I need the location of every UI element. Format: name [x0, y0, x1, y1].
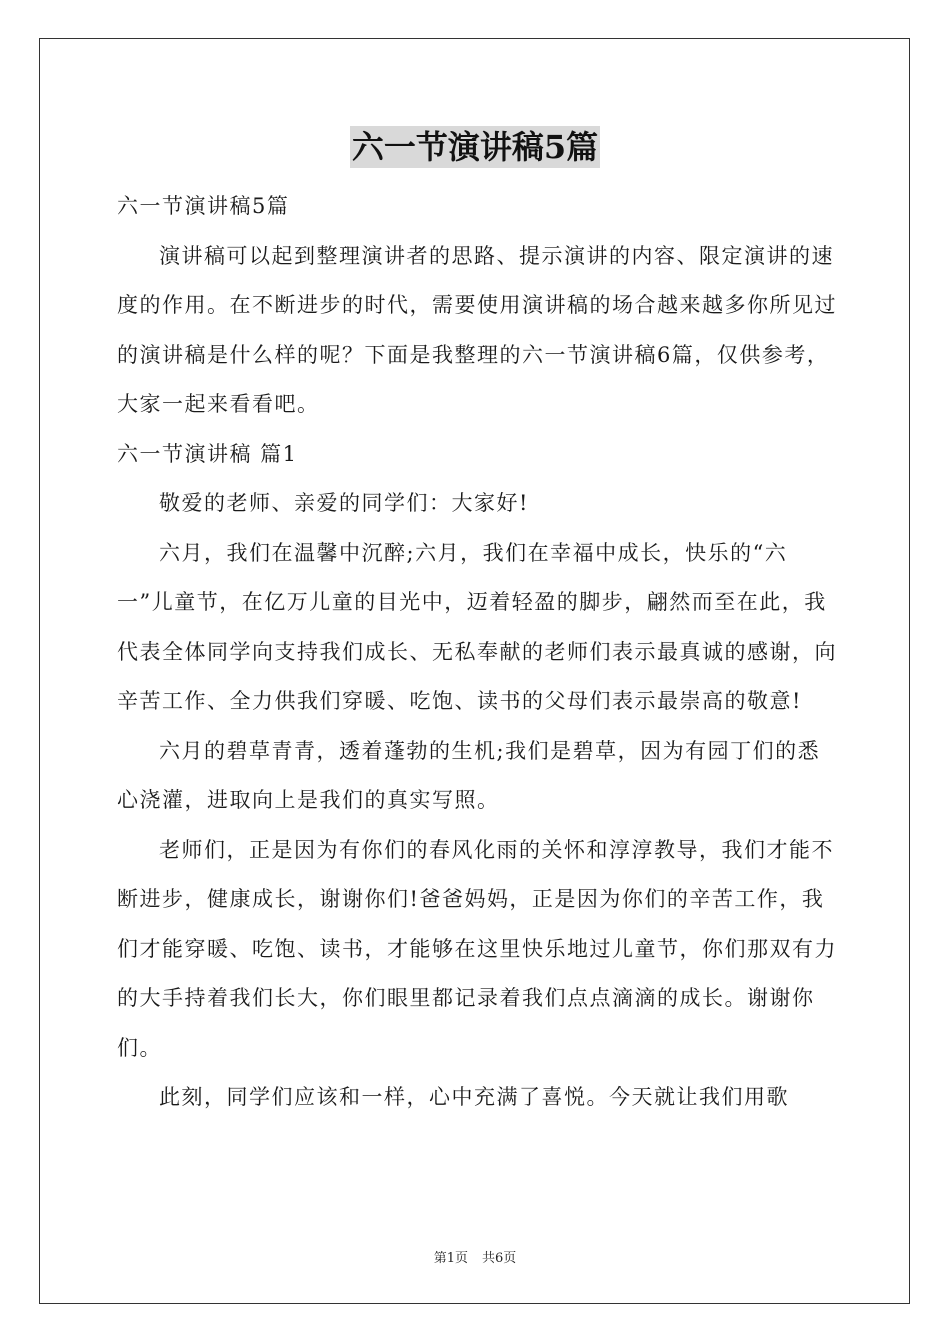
document-title: 六一节演讲稿5篇	[351, 128, 599, 166]
paragraph: 演讲稿可以起到整理演讲者的思路、提示演讲的内容、限定演讲的速度的作用。在不断进步的时代，需要使用演讲稿的场合越来越多你所见过的演讲稿是什么样的呢？下面是我整理的六一节演讲稿6篇，仅供参考，大家一起来看看吧。	[117, 243, 837, 416]
paragraph: 敬爱的老师、亲爱的同学们：大家好!	[159, 491, 529, 515]
document-body	[117, 182, 837, 1123]
paragraph: 六一节演讲稿5篇	[117, 194, 290, 218]
paragraph: 六月，我们在温馨中沉醉;六月，我们在幸福中成长，快乐的“六一”儿童节，在亿万儿童的目光中，迈着轻盈的脚步，翩然而至在此，我代表全体同学向支持我们成长、无私奉献的老师们表示最真诚的感谢，向辛苦工作、全力供我们穿暖、吃饱、读书的父母们表示最崇高的敬意!	[117, 540, 837, 713]
page-total: 共6页	[482, 1251, 517, 1266]
paragraph: 老师们，正是因为有你们的春风化雨的关怀和淳淳教导，我们才能不断进步，健康成长，谢谢你们!爸爸妈妈，正是因为你们的辛苦工作，我们才能穿暖、吃饱、读书，才能够在这里快乐地过儿童节，你们那双有力的大手持着我们长大，你们眼里都记录着我们点点滴滴的成长。谢谢你们。	[117, 837, 837, 1060]
title-container	[0, 126, 950, 168]
section-heading: 六一节演讲稿 篇1	[117, 441, 298, 466]
paragraph: 此刻，同学们应该和一样，心中充满了喜悦。今天就让我们用歌	[159, 1085, 789, 1109]
page-number: 第1页	[433, 1251, 468, 1266]
page-footer	[0, 1247, 950, 1266]
paragraph: 六月的碧草青青，透着蓬勃的生机;我们是碧草，因为有园丁们的悉心浇灌，进取向上是我们的真实写照。	[117, 738, 821, 812]
